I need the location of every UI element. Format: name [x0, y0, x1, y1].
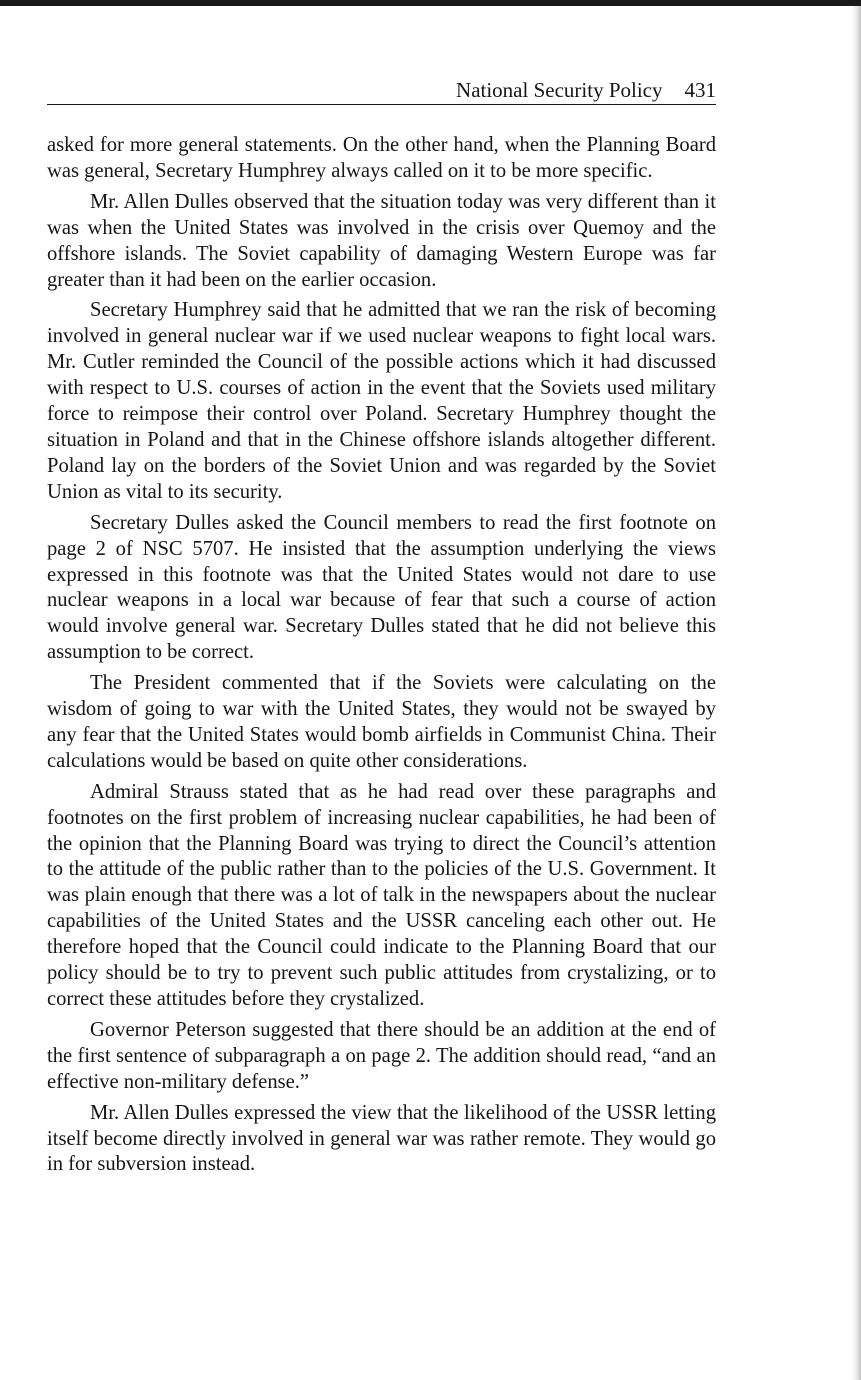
page-top-edge — [0, 0, 861, 6]
running-title: National Security Policy — [456, 78, 663, 102]
paragraph-humphrey-risk: Secretary Humphrey said that he admitted that we ran the risk of becoming involved in general nuclear war if we used nuclear weapons to fight local wars. Mr. Cutler reminded the Council of the possible actions which it had discussed with respect to U.S. courses of action in the event that the Soviets used military force to reimpose their control over Poland. Secretary Humphrey thought the situation in Poland and that in the Chinese offshore islands altogether different. Poland lay on the borders of the Soviet Union and was regarded by the Soviet Union as vital to its security. — [47, 299, 716, 503]
paragraph-peterson-suggestion: Governor Peterson suggested that there should be an addition at the end of the first sentence of subparagraph a on page 2. The addition should read, “and an effective non-military defense.” — [47, 1018, 716, 1093]
body-text — [47, 133, 716, 1178]
paragraph-secretary-dulles-footnote: Secretary Dulles asked the Council members to read the first footnote on page 2 of NSC 5707. He insisted that the assumption underlying the views expressed in this footnote was that the United States would not dare to use nuclear weapons in a local war because of fear that such a course of action would involve general war. Secretary Dulles stated that he did not believe this assumption to be correct. — [47, 511, 716, 664]
paragraph-allen-dulles-situation: Mr. Allen Dulles observed that the situation today was very different than it was when the United States was involved in the crisis over Quemoy and the offshore islands. The Soviet capability of damaging Western Europe was far greater than it had been on the earlier occasion. — [47, 190, 716, 291]
document-page — [47, 77, 716, 1178]
page-right-edge — [851, 6, 861, 1380]
paragraph-president-comment: The President commented that if the Soviets were calculating on the wisdom of going to war with the United States, they would not be swayed by any fear that the United States would bomb airfields in Communist China. Their calculations would be based on quite other considerations. — [47, 672, 716, 772]
running-header — [47, 77, 716, 105]
page-number: 431 — [684, 78, 716, 102]
paragraph-1-continuation: asked for more general statements. On the other hand, when the Planning Board was general, Secretary Humphrey always called on it to be more specific. — [47, 134, 716, 182]
paragraph-allen-dulles-view: Mr. Allen Dulles expressed the view that the likelihood of the USSR letting itself become directly involved in general war was rather remote. They would go in for subversion instead. — [47, 1101, 716, 1176]
paragraph-strauss-statement: Admiral Strauss stated that as he had read over these paragraphs and footnotes on the first problem of increasing nuclear capabilities, he had been of the opinion that the Planning Board was trying to direct the Council’s attention to the attitude of the public rather than to the policies of the U.S. Government. It was plain enough that there was a lot of talk in the newspapers about the nuclear capabilities of the United States and the USSR canceling each other out. He therefore hoped that the Council could indicate to the Planning Board that our policy should be to try to prevent such public attitudes from crystalizing, or to correct these attitudes before they crystalized. — [47, 780, 716, 1010]
